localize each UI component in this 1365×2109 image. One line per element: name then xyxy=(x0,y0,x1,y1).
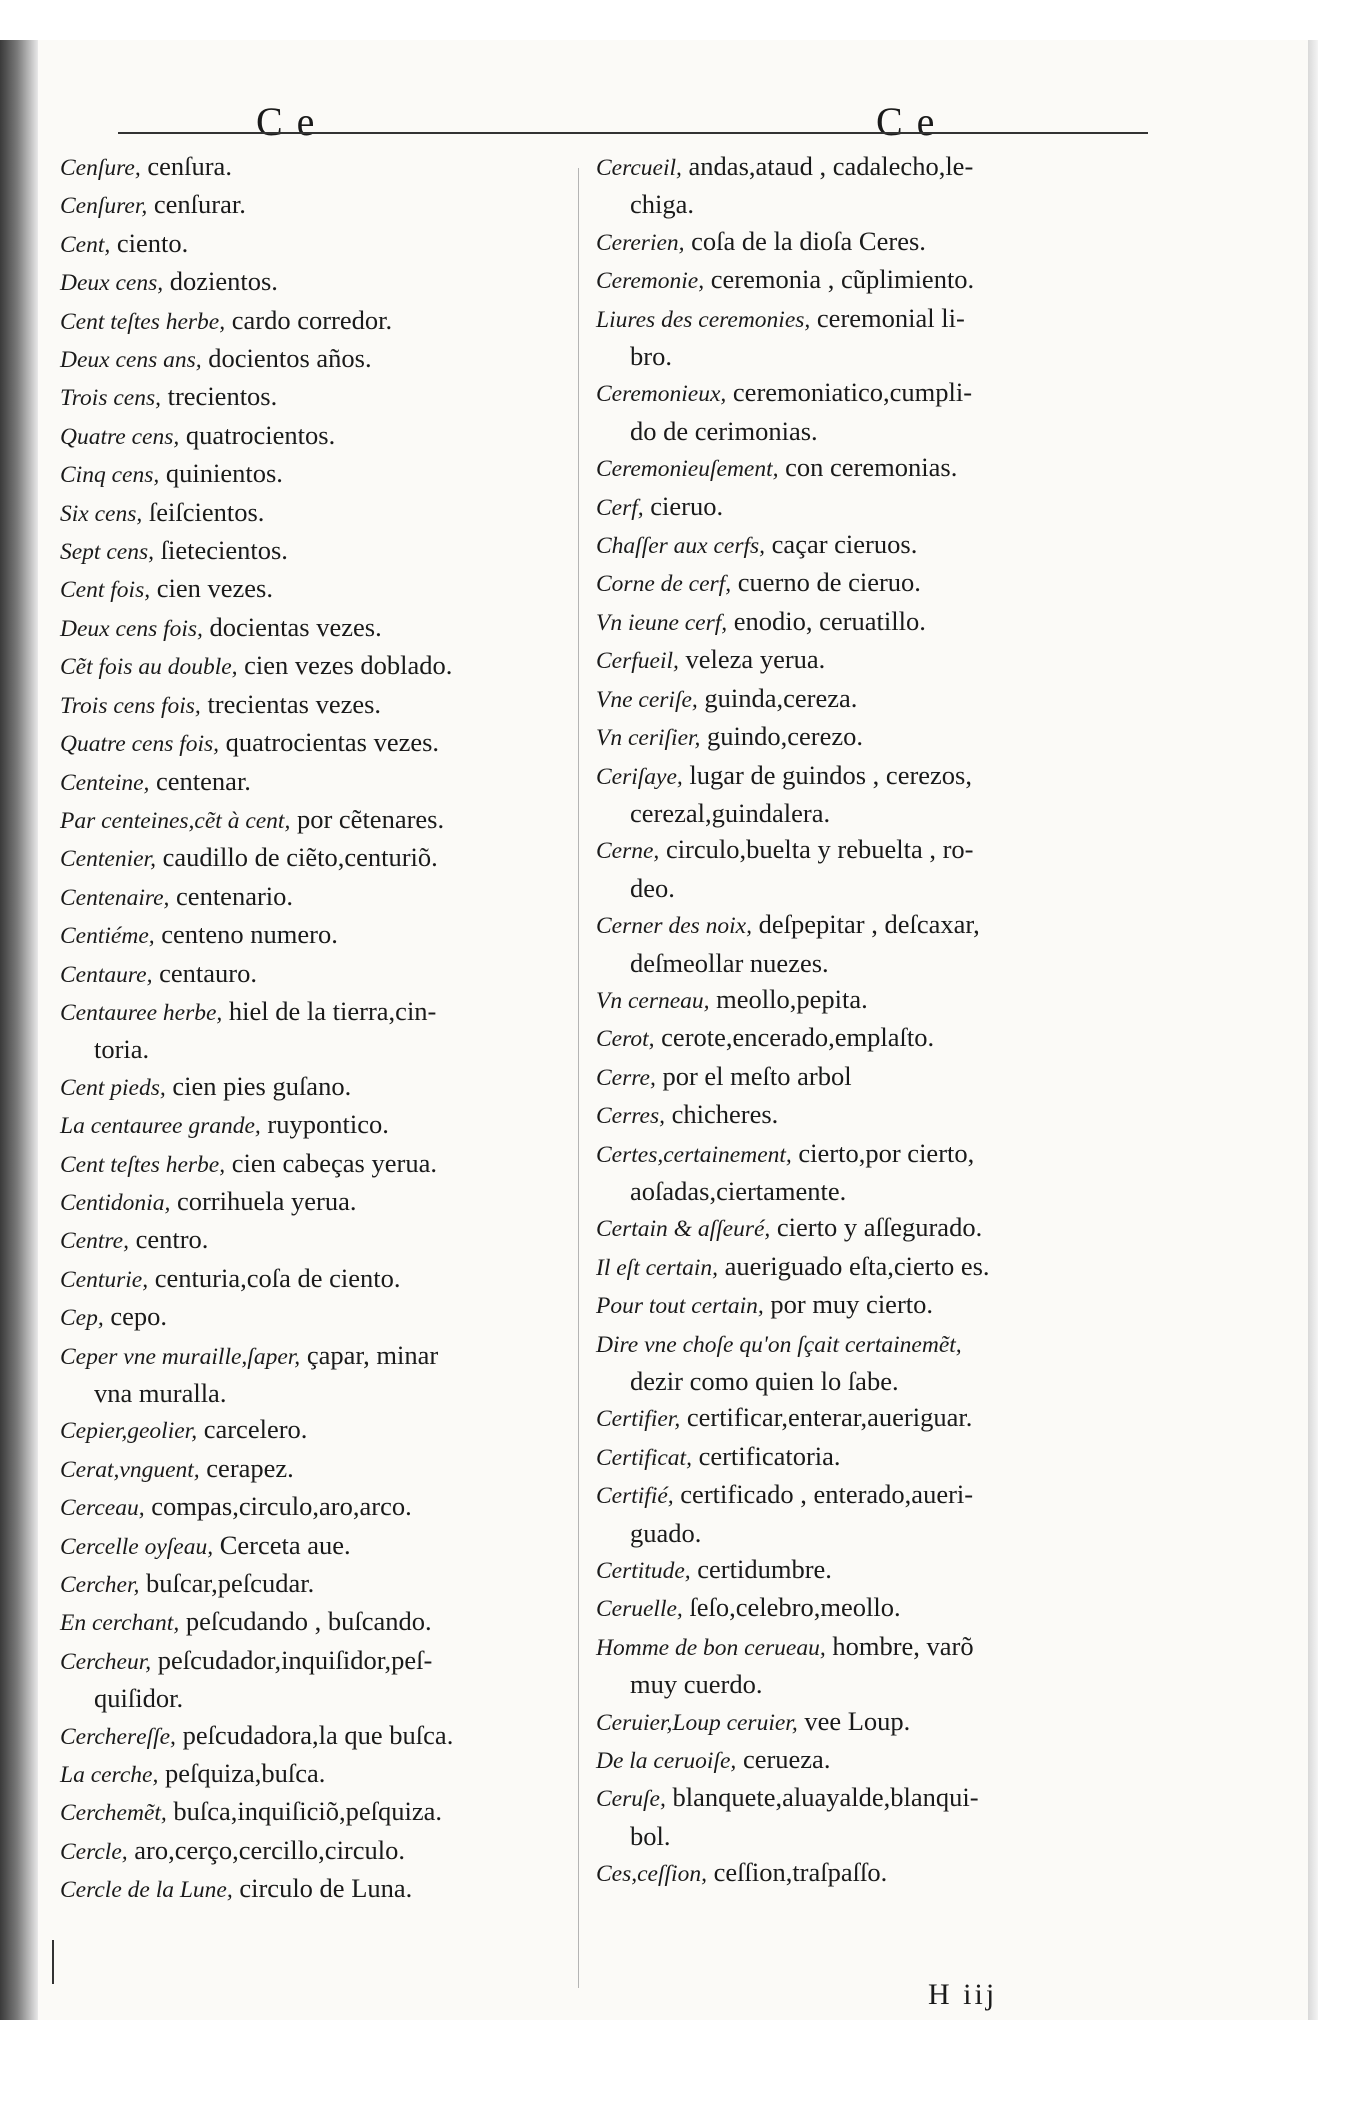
entry-definition: ceſſion,traſpaſſo. xyxy=(713,1857,888,1888)
entry-continuation: deſmeollar nuezes. xyxy=(630,947,829,978)
entry-headword: Corne de cerf, xyxy=(596,571,732,598)
dictionary-entry xyxy=(60,570,580,608)
entry-headword: Ceruier,Loup ceruier, xyxy=(596,1709,798,1736)
dictionary-entry xyxy=(596,1286,1156,1324)
dictionary-entry xyxy=(60,532,580,570)
dictionary-entry xyxy=(596,1248,1156,1286)
entry-definition: corrihuela yerua. xyxy=(176,1185,357,1216)
dictionary-entry xyxy=(60,609,580,647)
entry-headword: Cererien, xyxy=(596,229,685,256)
entry-definition: certidumbre. xyxy=(697,1554,832,1585)
entry-headword: Quatre cens fois, xyxy=(60,731,220,758)
entry-headword: Cent, xyxy=(60,231,111,258)
entry-headword: Certifier, xyxy=(596,1406,681,1433)
entry-headword: Cenſure, xyxy=(60,155,141,181)
entry-definition: por muy cierto. xyxy=(770,1289,934,1320)
entry-headword: Cerot, xyxy=(596,1026,655,1053)
entry-definition: deſpepitar , deſcaxar, xyxy=(758,909,980,940)
entry-headword: Quatre cens, xyxy=(60,423,180,450)
entry-definition: quatrocientas vezes. xyxy=(225,727,440,758)
entry-headword: Ceremonieuſement, xyxy=(596,456,779,483)
entry-continuation: dezir como quien lo ſabe. xyxy=(630,1366,899,1396)
dictionary-entry xyxy=(60,1183,580,1221)
dictionary-entry xyxy=(596,1628,1156,1703)
dictionary-entry xyxy=(596,757,1156,832)
dictionary-entry xyxy=(596,261,1156,299)
dictionary-entry xyxy=(60,417,580,455)
entry-headword: Certificat, xyxy=(596,1444,692,1471)
dictionary-entry xyxy=(60,148,580,186)
entry-headword: Cent pieds, xyxy=(60,1074,166,1101)
dictionary-entry xyxy=(60,839,580,877)
dictionary-entry xyxy=(60,1106,580,1144)
dictionary-entry xyxy=(596,1399,1156,1437)
entry-continuation: vna muralla. xyxy=(94,1378,227,1408)
entry-headword: Cercherеſſe, xyxy=(60,1723,176,1750)
entry-definition: guindo,cerezo. xyxy=(707,721,864,752)
entry-definition: centauro. xyxy=(159,957,257,988)
entry-headword: Sept cens, xyxy=(60,539,154,566)
entry-definition: cerote,encerado,emplaſto. xyxy=(661,1022,935,1053)
entry-definition: cien pies guſano. xyxy=(172,1070,352,1101)
right-column xyxy=(596,148,1156,1893)
scan-binding-edge xyxy=(0,40,38,2020)
dictionary-entry xyxy=(60,1565,580,1603)
entry-definition: quatrocientos. xyxy=(185,419,336,450)
entry-definition: cierto,por cierto, xyxy=(798,1137,975,1168)
running-head-right: C e xyxy=(876,99,937,144)
dictionary-entry xyxy=(60,263,580,301)
entry-continuation: bol. xyxy=(630,1820,671,1851)
entry-headword: Certain & aſſeuré, xyxy=(596,1216,771,1243)
dictionary-entry xyxy=(60,1260,580,1298)
dictionary-entry xyxy=(60,1298,580,1336)
entry-definition: circulo de Luna. xyxy=(239,1873,413,1904)
dictionary-entry xyxy=(596,1438,1156,1476)
entry-headword: Cercelle oyſeau, xyxy=(60,1533,214,1560)
dictionary-entry xyxy=(60,1870,580,1908)
dictionary-entry xyxy=(596,488,1156,526)
page-outer-edge xyxy=(1308,40,1318,2020)
entry-headword: Centaure, xyxy=(60,961,153,988)
entry-headword: Cerner des noix, xyxy=(596,913,752,940)
entry-definition: docientos años. xyxy=(208,343,372,374)
entry-definition: cien vezes doblado. xyxy=(244,650,453,681)
entry-headword: Trois cens fois, xyxy=(60,692,201,719)
entry-headword: Cercher, xyxy=(60,1572,140,1599)
dictionary-entry xyxy=(596,374,1156,449)
entry-headword: Homme de bon cerueau, xyxy=(596,1634,826,1661)
entry-headword: Certes,certainement, xyxy=(596,1141,792,1168)
entry-headword: Centre, xyxy=(60,1228,129,1255)
dictionary-entry xyxy=(60,763,580,801)
entry-headword: Il eſt certain, xyxy=(596,1254,719,1281)
entry-definition: cuerno de cieruo. xyxy=(737,567,921,598)
entry-headword: Liures des ceremonies, xyxy=(596,306,811,333)
entry-headword: Cepier,geolier, xyxy=(60,1418,198,1445)
dictionary-entry xyxy=(60,1527,580,1565)
dictionary-entry xyxy=(596,1096,1156,1134)
entry-definition: cerapez. xyxy=(206,1452,294,1483)
entry-continuation: guado. xyxy=(630,1517,702,1548)
entry-headword: Ceremonie, xyxy=(596,268,705,295)
dictionary-entry xyxy=(60,1411,580,1449)
entry-definition: cenſura. xyxy=(147,151,232,181)
entry-headword: Vn ceriſier, xyxy=(596,725,701,752)
dictionary-entry xyxy=(596,300,1156,375)
dictionary-entry xyxy=(60,724,580,762)
running-head-left: C e xyxy=(256,99,317,144)
entry-continuation: cerezal,guindalera. xyxy=(630,797,831,828)
entry-definition: andas,ataud , cadalecho,le- xyxy=(688,151,974,181)
entry-definition: dozientos. xyxy=(169,266,278,297)
entry-headword: Cercheur, xyxy=(60,1648,152,1675)
dictionary-entry xyxy=(60,993,580,1068)
entry-definition: circulo,buelta y rebuelta , ro- xyxy=(665,834,974,865)
dictionary-entry xyxy=(596,1854,1156,1892)
entry-definition: compas,circulo,aro,arco. xyxy=(151,1491,412,1522)
entry-definition: ceremoniatico,cumpli- xyxy=(732,377,973,408)
entry-definition: hombre, varõ xyxy=(832,1630,974,1661)
entry-headword: Cercueil, xyxy=(596,155,682,181)
dictionary-entry xyxy=(596,1589,1156,1627)
entry-headword: Cercle, xyxy=(60,1838,128,1865)
dictionary-entry xyxy=(60,378,580,416)
dictionary-entry xyxy=(596,1703,1156,1741)
entry-headword: Ceruelle, xyxy=(596,1596,683,1623)
dictionary-entry xyxy=(596,1476,1156,1551)
entry-definition: centuria,coſa de ciento. xyxy=(154,1262,401,1293)
entry-definition: quinientos. xyxy=(165,458,283,489)
entry-headword: Centidonia, xyxy=(60,1189,171,1216)
entry-headword: Ceruſe, xyxy=(596,1786,666,1813)
dictionary-entry xyxy=(60,340,580,378)
entry-definition: por cẽtenares. xyxy=(296,803,445,834)
dictionary-entry xyxy=(596,981,1156,1019)
entry-continuation: toria. xyxy=(94,1034,150,1065)
dictionary-entry xyxy=(60,955,580,993)
entry-continuation: do de cerimonias. xyxy=(630,415,818,446)
entry-continuation: aoſadas,ciertamente. xyxy=(630,1175,847,1206)
entry-definition: aueriguado eſta,cierto es. xyxy=(724,1250,990,1281)
entry-definition: buſcar,peſcudar. xyxy=(146,1568,315,1599)
entry-headword: Ceriſaye, xyxy=(596,763,683,790)
entry-headword: Cerchemẽt, xyxy=(60,1800,167,1827)
entry-definition: ſeſo,celebro,meollo. xyxy=(689,1592,901,1623)
entry-headword: Cẽt fois au double, xyxy=(60,654,238,681)
dictionary-entry xyxy=(60,686,580,724)
entry-headword: Cercle de la Lune, xyxy=(60,1877,233,1904)
dictionary-entry xyxy=(596,1741,1156,1779)
entry-definition: vee Loup. xyxy=(804,1705,911,1736)
entry-headword: Vne ceriſe, xyxy=(596,686,698,713)
dictionary-entry xyxy=(596,449,1156,487)
entry-continuation: deo. xyxy=(630,872,675,903)
entry-headword: Cerres, xyxy=(596,1103,665,1130)
entry-headword: Six cens, xyxy=(60,500,143,527)
entry-definition: blanquete,aluayalde,blanqui- xyxy=(672,1782,979,1813)
dictionary-entry xyxy=(60,455,580,493)
dictionary-entry xyxy=(60,801,580,839)
entry-definition: çapar, minar xyxy=(306,1339,439,1370)
entry-headword: Cerne, xyxy=(596,838,660,865)
dictionary-entry xyxy=(596,564,1156,602)
dictionary-entry xyxy=(60,1221,580,1259)
entry-headword: Cinq cens, xyxy=(60,462,160,489)
entry-definition: guinda,cereza. xyxy=(704,682,858,713)
entry-headword: Cerfueil, xyxy=(596,648,679,675)
dictionary-entry xyxy=(596,680,1156,718)
dictionary-entry xyxy=(60,186,580,224)
entry-headword: De la ceruoiſe, xyxy=(596,1748,737,1775)
entry-definition: centenar. xyxy=(156,765,251,796)
entry-headword: Deux cens fois, xyxy=(60,615,203,642)
entry-headword: Centenier, xyxy=(60,846,156,873)
entry-headword: Dire vne choſe qu'on ſçait certainemẽt, xyxy=(596,1331,962,1358)
entry-definition: cierto y aſſegurado. xyxy=(776,1212,983,1243)
entry-definition: cieruo. xyxy=(650,490,724,521)
dictionary-entry xyxy=(60,1603,580,1641)
entry-definition: centeno numero. xyxy=(161,919,338,950)
entry-headword: Pour tout certain, xyxy=(596,1293,764,1320)
entry-definition: centro. xyxy=(135,1224,209,1255)
entry-headword: Certitude, xyxy=(596,1558,691,1585)
entry-continuation: chiga. xyxy=(630,189,695,220)
entry-headword: Vn cerneau, xyxy=(596,987,710,1014)
entry-headword: Ceper vne muraille,ſaper, xyxy=(60,1343,301,1370)
entry-definition: certificar,enterar,aueriguar. xyxy=(686,1402,973,1433)
entry-definition: caçar cieruos. xyxy=(771,529,918,560)
margin-mark xyxy=(52,1940,54,1984)
dictionary-entry xyxy=(60,1488,580,1526)
dictionary-entry xyxy=(596,1058,1156,1096)
entry-definition: enodio, ceruatillo. xyxy=(733,605,926,636)
entry-definition: peſcudadora,la que buſca. xyxy=(182,1719,454,1750)
entry-definition: cepo. xyxy=(110,1301,168,1332)
dictionary-entry xyxy=(596,1551,1156,1589)
dictionary-entry xyxy=(596,148,1156,223)
entry-headword: La cerche, xyxy=(60,1762,159,1789)
dictionary-entry xyxy=(60,1793,580,1831)
entry-definition: meollo,pepita. xyxy=(716,983,868,1014)
left-column xyxy=(60,148,580,1909)
dictionary-entry xyxy=(60,1717,580,1755)
entry-headword: La centauree grande, xyxy=(60,1113,261,1140)
entry-definition: ſeiſcientos. xyxy=(148,496,265,527)
dictionary-entry xyxy=(596,1209,1156,1247)
entry-definition: veleza yerua. xyxy=(685,644,826,675)
entry-headword: Cerceau, xyxy=(60,1495,145,1522)
entry-definition: ceremonial li- xyxy=(816,302,965,333)
dictionary-entry xyxy=(596,641,1156,679)
entry-headword: Trois cens, xyxy=(60,385,161,412)
dictionary-entry xyxy=(596,603,1156,641)
dictionary-entry xyxy=(596,906,1156,981)
entry-headword: Deux cens, xyxy=(60,270,164,297)
entry-headword: Cerat,vnguent, xyxy=(60,1456,200,1483)
entry-definition: peſcudando , buſcando. xyxy=(185,1606,432,1637)
dictionary-entry xyxy=(596,1135,1156,1210)
entry-definition: docientas vezes. xyxy=(209,611,382,642)
entry-headword: Certifié, xyxy=(596,1483,674,1510)
dictionary-entry xyxy=(596,831,1156,906)
dictionary-entry xyxy=(60,225,580,263)
entry-definition: lugar de guindos , cerezos, xyxy=(689,759,972,790)
dictionary-entry xyxy=(60,1337,580,1412)
entry-headword: Cent fois, xyxy=(60,577,151,604)
entry-headword: Deux cens ans, xyxy=(60,347,202,374)
dictionary-entry xyxy=(596,223,1156,261)
entry-headword: Vn ieune cerf, xyxy=(596,609,728,636)
dictionary-entry xyxy=(596,718,1156,756)
signature-mark: H iij xyxy=(928,1978,998,2011)
entry-headword: En cerchant, xyxy=(60,1610,180,1637)
entry-definition: hiel de la tierra,cin- xyxy=(228,995,437,1026)
entry-definition: cerueza. xyxy=(742,1744,831,1775)
entry-definition: ruypontico. xyxy=(267,1109,389,1140)
entry-definition: ſietecientos. xyxy=(160,535,288,566)
dictionary-entry xyxy=(596,526,1156,564)
entry-definition: cenſurar. xyxy=(153,189,246,220)
entry-headword: Cent teſtes herbe, xyxy=(60,1151,226,1178)
entry-headword: Centenaire, xyxy=(60,884,170,911)
entry-headword: Ceremonieux, xyxy=(596,381,727,408)
entry-headword: Cerf, xyxy=(596,494,644,521)
entry-definition: cardo corredor. xyxy=(231,304,393,335)
dictionary-page xyxy=(38,40,1310,2020)
entry-headword: Cerre, xyxy=(596,1064,656,1091)
dictionary-entry xyxy=(60,1832,580,1870)
entry-headword: Centauree herbe, xyxy=(60,999,223,1026)
entry-headword: Ces,ceſſion, xyxy=(596,1861,707,1888)
entry-definition: ciento. xyxy=(116,227,189,258)
dictionary-entry xyxy=(596,1779,1156,1854)
dictionary-entry xyxy=(596,1019,1156,1057)
entry-definition: cien vezes. xyxy=(156,573,273,604)
entry-definition: carcelero. xyxy=(203,1414,308,1445)
entry-definition: trecientos. xyxy=(167,381,278,412)
dictionary-entry xyxy=(60,1755,580,1793)
entry-definition: ceremonia , cũplimiento. xyxy=(710,264,975,295)
dictionary-entry xyxy=(60,494,580,532)
entry-headword: Chaſſer aux cerfs, xyxy=(596,533,766,560)
entry-definition: Cerceta aue. xyxy=(219,1529,351,1560)
entry-definition: buſca,inquiſiciõ,peſquiza. xyxy=(173,1796,443,1827)
dictionary-entry xyxy=(60,302,580,340)
dictionary-entry xyxy=(596,1325,1156,1400)
entry-headword: Cenſurer, xyxy=(60,193,148,220)
entry-definition: peſquiza,buſca. xyxy=(164,1758,326,1789)
dictionary-entry xyxy=(60,1642,580,1717)
dictionary-entry xyxy=(60,1145,580,1183)
entry-headword: Cent teſtes herbe, xyxy=(60,308,226,335)
column-divider xyxy=(578,168,579,1988)
entry-definition: peſcudador,inquiſidor,peſ- xyxy=(157,1644,433,1675)
header-rule xyxy=(118,132,1148,134)
entry-definition: por el meſto arbol xyxy=(662,1060,852,1091)
entry-definition: cien cabeças yerua. xyxy=(231,1147,437,1178)
entry-headword: Centeine, xyxy=(60,769,150,796)
entry-definition: chicheres. xyxy=(671,1099,779,1130)
dictionary-entry xyxy=(60,1068,580,1106)
dictionary-entry xyxy=(60,1450,580,1488)
entry-definition: certificado , enterado,aueri- xyxy=(680,1479,974,1510)
entry-headword: Par centeines,cẽt à cent, xyxy=(60,807,291,834)
entry-headword: Cep, xyxy=(60,1305,104,1332)
entry-definition: caudillo de ciẽto,centuriõ. xyxy=(162,842,438,873)
dictionary-entry xyxy=(60,647,580,685)
entry-headword: Centiéme, xyxy=(60,923,155,950)
entry-definition: trecientas vezes. xyxy=(207,688,382,719)
entry-continuation: quiſidor. xyxy=(94,1683,184,1714)
entry-definition: certificatoria. xyxy=(698,1440,841,1471)
dictionary-entry xyxy=(60,916,580,954)
entry-definition: coſa de la dioſa Ceres. xyxy=(691,225,926,256)
entry-definition: aro,cerço,cercillo,circulo. xyxy=(134,1834,406,1865)
dictionary-entry xyxy=(60,878,580,916)
entry-headword: Centurie, xyxy=(60,1266,149,1293)
entry-definition: con ceremonias. xyxy=(785,452,958,483)
entry-continuation: muy cuerdo. xyxy=(630,1669,763,1700)
entry-definition: centenario. xyxy=(176,880,294,911)
entry-continuation: bro. xyxy=(630,341,672,372)
